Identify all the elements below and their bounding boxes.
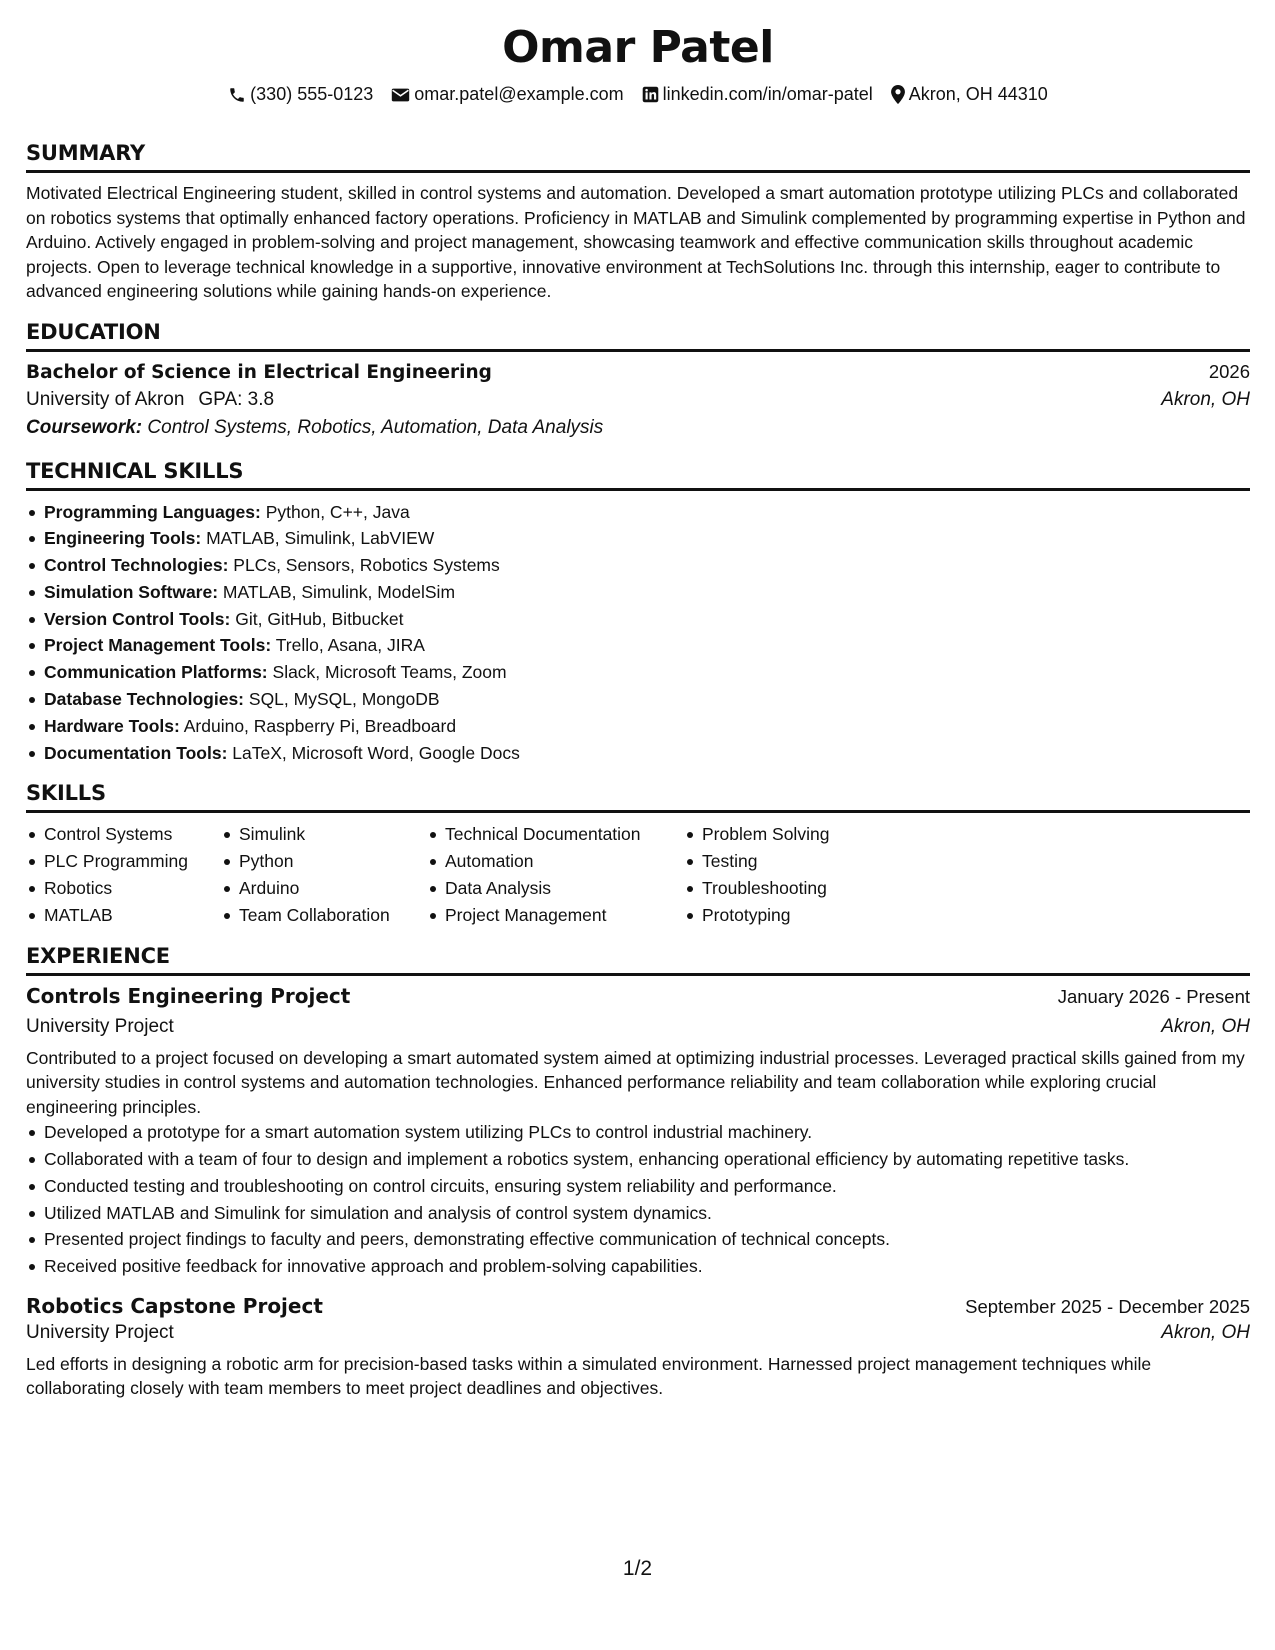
skills-column-2 (221, 821, 427, 928)
job-bullets (26, 1119, 1250, 1280)
list-item: Received positive feedback for innovative approach and problem-solving capabilities. (26, 1253, 1250, 1280)
job-description: Led efforts in designing a robotic arm for precision-based tasks within a simulated environment. Harnessed project management techniques while collaborating closely with team members to meet project deadlines and objectives. (26, 1353, 1152, 1399)
contact-linkedin[interactable] (642, 84, 873, 105)
job-dates: September 2025 - December 2025 (965, 1295, 1250, 1317)
list-item (26, 525, 1250, 552)
skill-category-label: Simulation Software: (44, 581, 219, 602)
list-item: Collaborated with a team of four to design and implement a robotics system, enhancing operational efficiency by automating repetitive tasks. (26, 1146, 1250, 1173)
coursework (26, 417, 1250, 439)
skill-category-label: Communication Platforms: (44, 662, 268, 683)
email-text: omar.patel@example.com (414, 84, 624, 104)
list-item: Python (221, 848, 427, 875)
skill-category-label: Engineering Tools: (44, 528, 202, 549)
school-location: Akron, OH (1161, 388, 1250, 410)
list-item: Arduino (221, 875, 427, 902)
list-item (26, 579, 1250, 606)
linkedin-text: linkedin.com/in/omar-patel (662, 84, 873, 104)
coursework-list: Control Systems, Robotics, Automation, Data Analysis (147, 416, 604, 438)
skill-category-label: Hardware Tools: (44, 715, 180, 736)
job-title: Robotics Capstone Project (26, 1293, 323, 1318)
gpa: GPA: 3.8 (198, 388, 275, 410)
list-item: PLC Programming (26, 848, 221, 875)
list-item: Robotics (26, 875, 221, 902)
graduation-year: 2026 (1208, 360, 1250, 382)
skill-category-label: Database Technologies: (44, 689, 245, 710)
education-header-row (26, 361, 1250, 383)
skill-category-value: Python, C++, Java (265, 501, 410, 522)
skill-category-label: Documentation Tools: (44, 742, 228, 763)
section-title-experience: EXPERIENCE (26, 946, 1250, 976)
list-item: Prototyping (684, 902, 884, 929)
list-item (26, 499, 1250, 526)
job-org-row (26, 1322, 1250, 1344)
section-title-summary: SUMMARY (26, 143, 1250, 173)
list-item: Data Analysis (427, 875, 684, 902)
section-title-education: EDUCATION (26, 322, 1250, 352)
envelope-icon (391, 87, 410, 103)
education-school-row (26, 389, 1250, 411)
section-title-technical-skills: TECHNICAL SKILLS (26, 461, 1250, 491)
linkedin-icon (642, 86, 659, 103)
skill-category-value: MATLAB, Simulink, ModelSim (222, 581, 456, 602)
list-item: Team Collaboration (221, 902, 427, 929)
list-item (26, 686, 1250, 713)
list-item: Technical Documentation (427, 821, 684, 848)
list-item: MATLAB (26, 902, 221, 929)
list-item: Developed a prototype for a smart automation system utilizing PLCs to control industrial machinery. (26, 1119, 1250, 1146)
section-title-skills: SKILLS (26, 783, 1250, 813)
job-dates: January 2026 - Present (1057, 985, 1250, 1007)
skill-category-label: Project Management Tools: (44, 635, 272, 656)
skill-category-value: Arduino, Raspberry Pi, Breadboard (183, 715, 457, 736)
list-item: Presented project findings to faculty and peers, demonstrating effective communication of technical concepts. (26, 1226, 1250, 1253)
list-item: Automation (427, 848, 684, 875)
list-item (26, 632, 1250, 659)
list-item (26, 659, 1250, 686)
contact-phone[interactable] (228, 84, 373, 105)
job-title: Controls Engineering Project (26, 983, 351, 1008)
list-item: Testing (684, 848, 884, 875)
list-item: Simulink (221, 821, 427, 848)
job-header-row (26, 984, 1250, 1008)
contact-bar (26, 84, 1250, 105)
summary-text: Motivated Electrical Engineering student, skilled in control systems and automation. Developed a smart automation prototype utilizing PLCs and collaborated on robotics systems that optimally enhanced factory operations. Proficiency in MATLAB and Simulink complemented by programming expertise in Python and Arduino. Actively engaged in problem-solving and project management, showcasing teamwork and effective communication skills throughout academic projects. Open to leverage technical knowledge in a supportive, innovative environment at TechSolutions Inc. through this internship, eager to contribute to advanced engineering solutions while gaining hands-on experience. (26, 183, 1246, 301)
technical-skills-list (26, 499, 1250, 767)
job-org-row (26, 1016, 1250, 1038)
experience-section (26, 943, 1250, 1401)
skill-category-value: LaTeX, Microsoft Word, Google Docs (232, 742, 520, 763)
location-text: Akron, OH 44310 (908, 84, 1048, 104)
list-item (26, 713, 1250, 740)
skills-column-3 (427, 821, 684, 928)
contact-location (891, 84, 1048, 105)
skill-category-value: SQL, MySQL, MongoDB (248, 689, 440, 710)
skill-category-label: Control Technologies: (44, 555, 229, 576)
list-item: Project Management (427, 902, 684, 929)
skill-category-value: PLCs, Sensors, Robotics Systems (233, 555, 500, 576)
skills-column-1 (26, 821, 221, 928)
job-header-row (26, 1294, 1250, 1318)
phone-text: (330) 555-0123 (250, 84, 374, 104)
skills-section (26, 783, 1250, 928)
list-item: Utilized MATLAB and Simulink for simulation and analysis of control system dynamics. (26, 1200, 1250, 1227)
map-pin-icon (891, 85, 905, 104)
skill-category-value: Trello, Asana, JIRA (275, 635, 425, 656)
list-item: Conducted testing and troubleshooting on control circuits, ensuring system reliability and performance. (26, 1173, 1250, 1200)
coursework-label: Coursework: (26, 416, 143, 438)
job-location: Akron, OH (1161, 1015, 1250, 1037)
job-location: Akron, OH (1161, 1321, 1250, 1343)
education-section (26, 319, 1250, 439)
skill-category-value: Slack, Microsoft Teams, Zoom (272, 662, 507, 683)
resume-page (26, 0, 1250, 1401)
contact-email[interactable] (391, 84, 623, 105)
degree: Bachelor of Science in Electrical Engineering (26, 361, 492, 383)
school-name: University of Akron (26, 388, 185, 410)
skills-grid (26, 821, 1250, 928)
skill-category-value: MATLAB, Simulink, LabVIEW (206, 528, 435, 549)
summary-section (26, 143, 1250, 304)
experience-entry (26, 1294, 1250, 1401)
phone-icon (228, 86, 246, 104)
job-organization: University Project (26, 1321, 174, 1343)
experience-entry (26, 984, 1250, 1280)
list-item: Problem Solving (684, 821, 884, 848)
candidate-name: Omar Patel (502, 22, 774, 73)
list-item (26, 552, 1250, 579)
list-item: Troubleshooting (684, 875, 884, 902)
list-item (26, 740, 1250, 767)
technical-skills-section (26, 458, 1250, 767)
skill-category-value: Git, GitHub, Bitbucket (235, 608, 404, 629)
skills-column-4 (684, 821, 884, 928)
job-description: Contributed to a project focused on developing a smart automated system aimed at optimizing industrial processes. Leveraged practical skills gained from my university studies in control systems and automation technologies. Enhanced performance reliability and team collaboration while exploring crucial engineering principles. (26, 1047, 1245, 1117)
page-number: 1/2 (622, 1557, 653, 1580)
skill-category-label: Programming Languages: (44, 501, 261, 522)
job-organization: University Project (26, 1015, 174, 1037)
list-item: Control Systems (26, 821, 221, 848)
list-item (26, 606, 1250, 633)
skill-category-label: Version Control Tools: (44, 608, 231, 629)
